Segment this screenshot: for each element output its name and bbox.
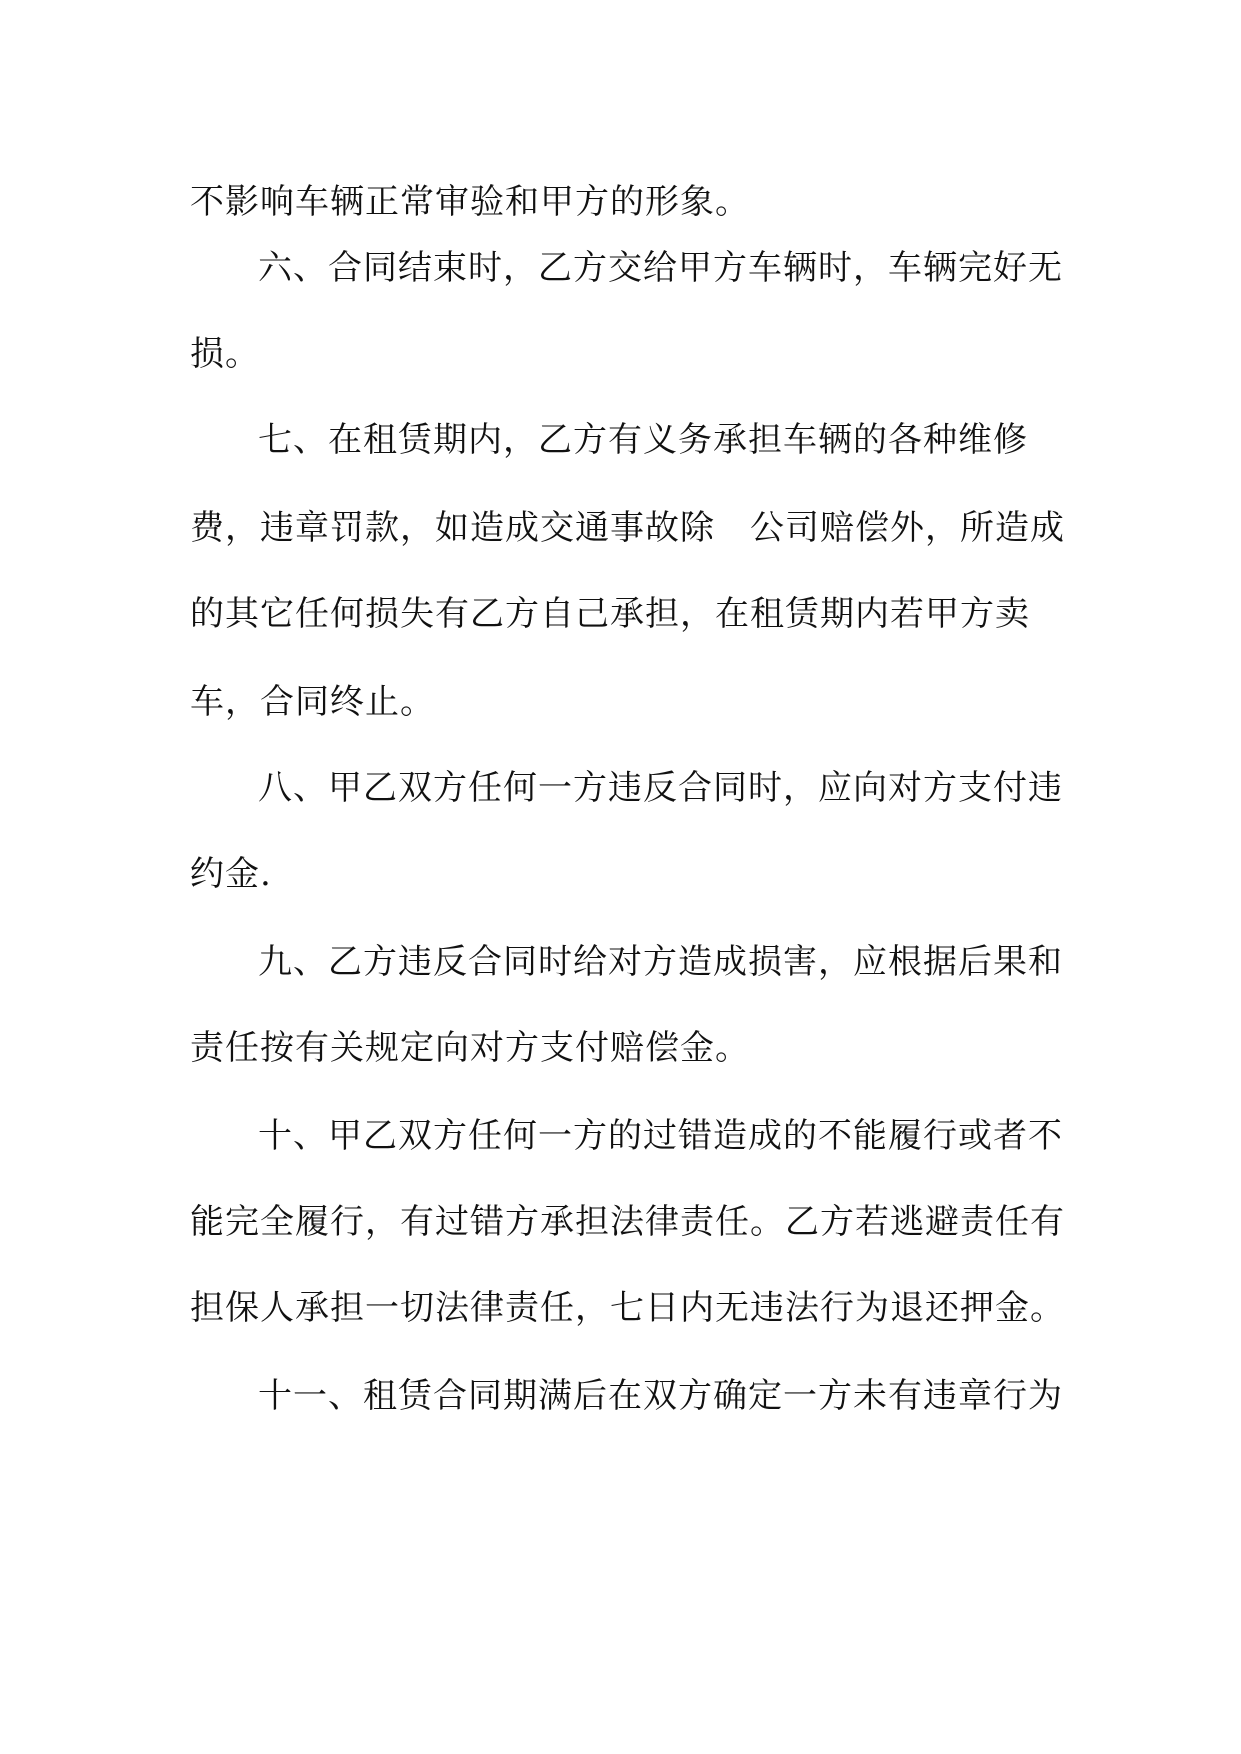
text-line: 约金. (190, 854, 272, 894)
text-line: 车，合同终止。 (190, 682, 435, 722)
text-line: 不影响车辆正常审验和甲方的形象。 (190, 182, 750, 222)
clause-11-line: 十一、租赁合同期满后在双方确定一方未有违章行为 (258, 1376, 1063, 1416)
text-line: 担保人承担一切法律责任，七日内无违法行为退还押金。 (190, 1288, 1065, 1328)
clause-8-line: 八、甲乙双方任何一方违反合同时，应向对方支付违 (258, 768, 1063, 808)
text-line: 损。 (190, 334, 260, 374)
text-line: 费，违章罚款，如造成交通事故除 公司赔偿外，所造成 (190, 508, 1065, 548)
clause-7-line: 七、在租赁期内，乙方有义务承担车辆的各种维修 (258, 420, 1028, 460)
clause-6-line: 六、合同结束时，乙方交给甲方车辆时，车辆完好无 (258, 248, 1063, 288)
text-line: 责任按有关规定向对方支付赔偿金。 (190, 1028, 750, 1068)
clause-10-line: 十、甲乙双方任何一方的过错造成的不能履行或者不 (258, 1116, 1063, 1156)
text-line: 的其它任何损失有乙方自己承担，在租赁期内若甲方卖 (190, 594, 1030, 634)
clause-9-line: 九、乙方违反合同时给对方造成损害，应根据后果和 (258, 942, 1063, 982)
text-line: 能完全履行，有过错方承担法律责任。乙方若逃避责任有 (190, 1202, 1065, 1242)
